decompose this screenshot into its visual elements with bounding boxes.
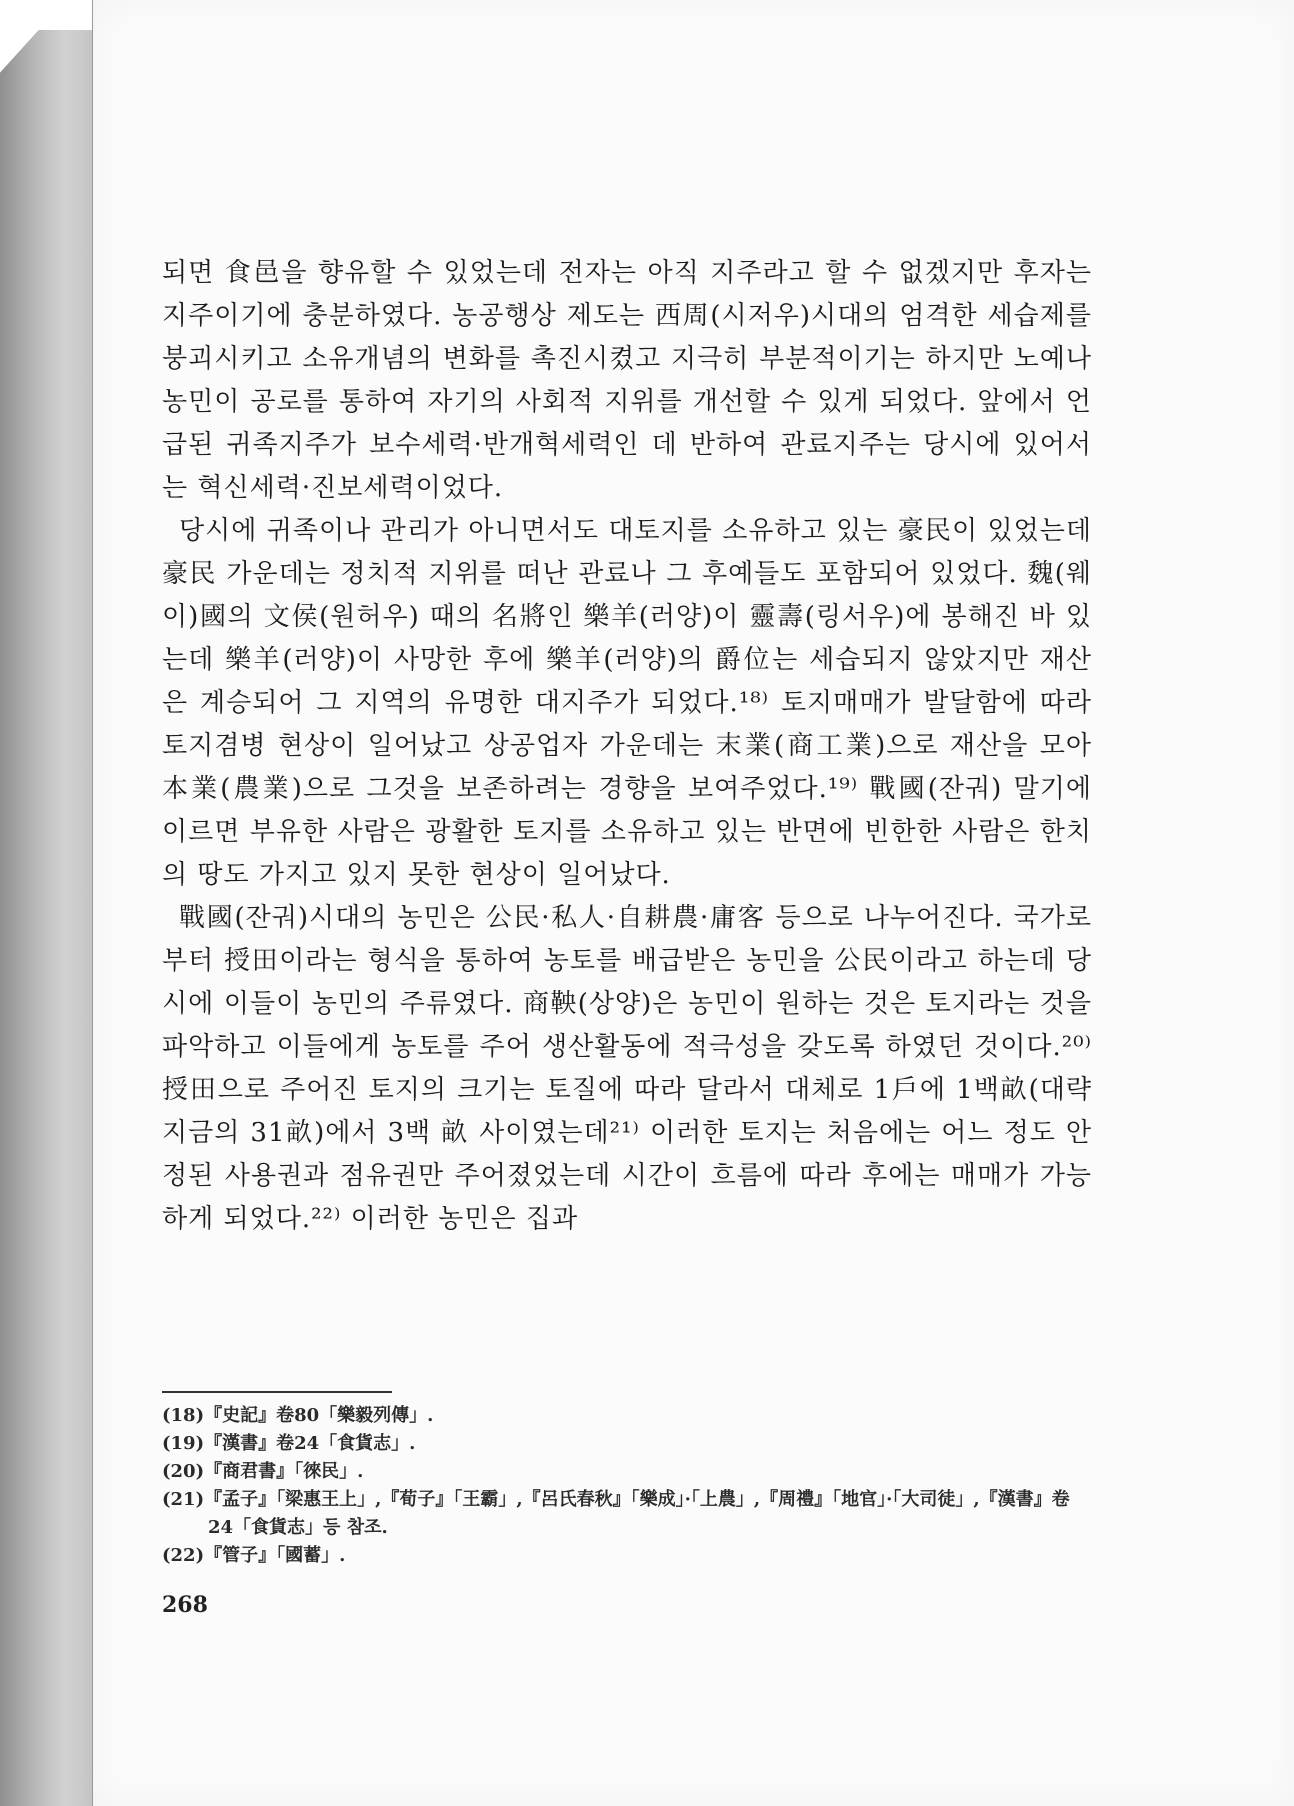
footnote-22: (22)『管子』「國蓄」. [162,1545,346,1566]
footnote-18: (18)『史記』卷80「樂毅列傳」. [162,1405,434,1426]
footnote-divider [162,1391,392,1393]
paragraph-3: 戰國(잔궈)시대의 농민은 公民·私人·自耕農·庸客 등으로 나누어진다. 국가로부터 授田이라는 형식을 통하여 농토를 배급받은 농민을 公民이라고 하는데 당시에 이들이 농민의 주류였다. 商鞅(상양)은 농민이 원하는 것은 토지라는 것을 파악하고 이들에게 농토를 주어 생산활동에 적극성을 갖도록 하였던 것이다.²⁰⁾ 授田으로 주어진 토지의 크기는 토질에 따라 달라서 대체로 1戶에 1백畝(대략 지금의 31畝)에서 3백 畝 사이였는데²¹⁾ 이러한 토지는 처음에는 어느 정도 안정된 사용권과 점유권만 주어졌었는데 시간이 흐름에 따라 후에는 매매가 가능하게 되었다.²²⁾ 이러한 농민은 집과 [162,903,1092,1234]
paragraph-1: 되면 食邑을 향유할 수 있었는데 전자는 아직 지주라고 할 수 없겠지만 후자는 지주이기에 충분하였다. 농공행상 제도는 西周(시저우)시대의 엄격한 세습제를 붕괴시키고 소유개념의 변화를 촉진시켰고 지극히 부분적이기는 하지만 노예나 농민이 공로를 통하여 자기의 사회적 지위를 개선할 수 있게 되었다. 앞에서 언급된 귀족지주가 보수세력·반개혁세력인 데 반하여 관료지주는 당시에 있어서는 혁신세력·진보세력이었다. [162,258,1092,503]
footnote-19: (19)『漢書』卷24「食貨志」. [162,1433,416,1454]
body-text [162,252,1092,1241]
book-edge [0,30,92,1806]
paragraph-2: 당시에 귀족이나 관리가 아니면서도 대토지를 소유하고 있는 豪民이 있었는데 豪民 가운데는 정치적 지위를 떠난 관료나 그 후예들도 포함되어 있었다. 魏(웨이)國의 文侯(원허우) 때의 名將인 樂羊(러양)이 靈壽(링서우)에 봉해진 바 있는데 樂羊(러양)이 사망한 후에 樂羊(러양)의 爵位는 세습되지 않았지만 재산은 계승되어 그 지역의 유명한 대지주가 되었다.¹⁸⁾ 토지매매가 발달함에 따라 토지겸병 현상이 일어났고 상공업자 가운데는 末業(商工業)으로 재산을 모아 本業(農業)으로 그것을 보존하려는 경향을 보여주었다.¹⁹⁾ 戰國(잔궈) 말기에 이르면 부유한 사람은 광활한 토지를 소유하고 있는 반면에 빈한한 사람은 한치의 땅도 가지고 있지 못한 현상이 일어났다. [162,516,1092,890]
footnote-21: (21)『孟子』「梁惠王上」,『荀子』「王霸」,『呂氏春秋』「樂成」·「上農」,『周禮』「地官」·「大司徒」,『漢書』卷24「食貨志」등 참조. [162,1489,1070,1538]
footnote-20: (20)『商君書』「徠民」. [162,1461,364,1482]
footnotes [162,1402,1092,1570]
page-number: 268 [162,1592,208,1618]
